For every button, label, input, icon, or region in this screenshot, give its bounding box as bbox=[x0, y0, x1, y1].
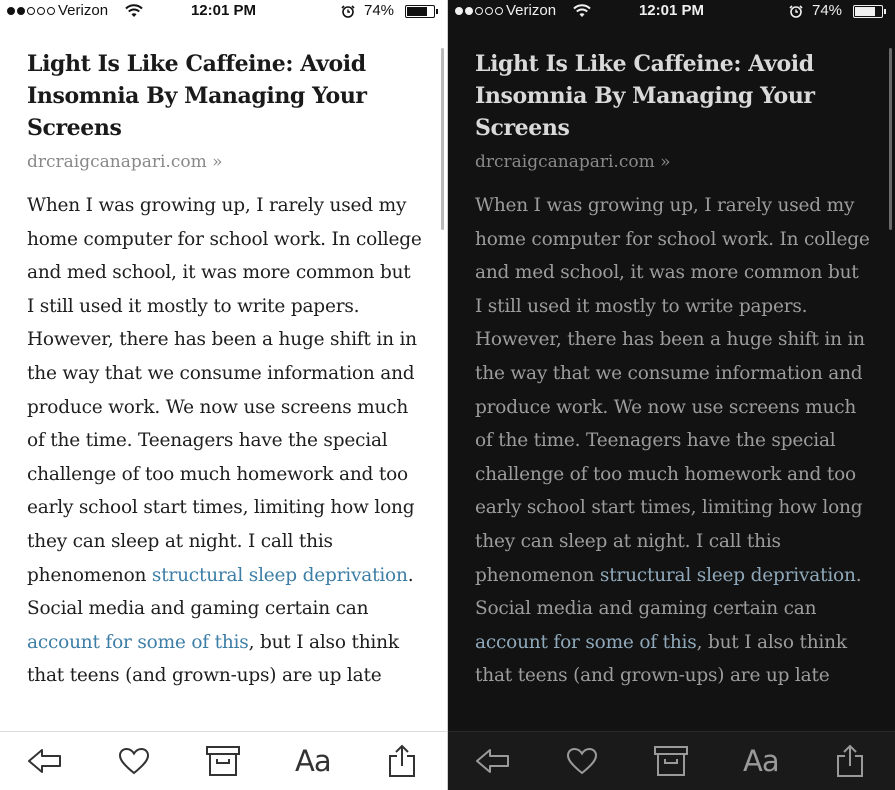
body-text-part: . Social media and gaming certain can bbox=[475, 564, 862, 620]
inline-link-structural-sleep[interactable]: structural sleep deprivation bbox=[151, 564, 408, 586]
archive-box-icon bbox=[205, 745, 241, 777]
status-bar bbox=[0, 0, 447, 22]
alarm-clock-icon bbox=[340, 5, 356, 22]
heart-icon bbox=[118, 747, 150, 775]
scrollbar[interactable] bbox=[889, 48, 892, 230]
article bbox=[27, 48, 422, 693]
article-source-link[interactable]: drcraigcanapari.com » bbox=[27, 152, 223, 172]
font-settings-button[interactable] bbox=[739, 739, 783, 783]
article-source-link[interactable]: drcraigcanapari.com » bbox=[475, 152, 671, 172]
archive-button[interactable] bbox=[649, 739, 693, 783]
body-text-part: , but I also think that teens (and grown-ups) are up late bbox=[475, 631, 847, 687]
inline-link-account[interactable]: account for some of this bbox=[27, 631, 249, 653]
font-settings-button[interactable] bbox=[291, 739, 335, 783]
font-settings-label: Aa bbox=[295, 744, 331, 778]
light-theme-screen bbox=[0, 0, 447, 790]
archive-box-icon bbox=[653, 745, 689, 777]
share-button[interactable] bbox=[828, 739, 872, 783]
bottom-toolbar bbox=[448, 731, 895, 790]
body-text-part: , but I also think that teens (and grown-ups) are up late bbox=[27, 631, 399, 687]
body-text-part: . Social media and gaming certain can bbox=[27, 564, 414, 620]
status-time: 12:01 PM bbox=[638, 2, 705, 19]
back-arrow-icon bbox=[27, 747, 63, 775]
alarm-clock-icon bbox=[788, 5, 804, 22]
share-icon bbox=[835, 744, 865, 778]
archive-button[interactable] bbox=[201, 739, 245, 783]
battery-percent: 74% bbox=[364, 2, 395, 19]
bottom-toolbar bbox=[0, 731, 447, 790]
body-text-part: When I was growing up, I rarely used my home computer for school work. In college and med school, it was more common but I still used it mostly to write papers. However, there has been a huge shift in in the way that we consume information and produce work. We now use screens much of the time. Teenagers have the special challenge of too much homework and too early school start times, limiting how long they can sleep at night. I call this phenomenon bbox=[27, 195, 422, 586]
article-body bbox=[27, 189, 422, 693]
article-title: Light Is Like Caffeine: Avoid Insomnia By Managing Your Screens bbox=[27, 51, 367, 141]
battery-icon bbox=[853, 5, 883, 18]
font-settings-label: Aa bbox=[743, 744, 779, 778]
inline-link-structural-sleep[interactable]: structural sleep deprivation bbox=[599, 564, 856, 586]
article bbox=[475, 48, 870, 693]
inline-link-account[interactable]: account for some of this bbox=[475, 631, 697, 653]
like-button[interactable] bbox=[112, 739, 156, 783]
like-button[interactable] bbox=[560, 739, 604, 783]
battery-percent: 74% bbox=[812, 2, 843, 19]
back-button[interactable] bbox=[23, 739, 67, 783]
share-button[interactable] bbox=[380, 739, 424, 783]
status-bar bbox=[448, 0, 895, 22]
back-button[interactable] bbox=[471, 739, 515, 783]
carrier-name: Verizon bbox=[58, 2, 109, 19]
battery-icon bbox=[405, 5, 435, 18]
status-time: 12:01 PM bbox=[190, 2, 257, 19]
carrier-name: Verizon bbox=[506, 2, 557, 19]
dark-theme-screen bbox=[448, 0, 895, 790]
body-text-part: When I was growing up, I rarely used my home computer for school work. In college and med school, it was more common but I still used it mostly to write papers. However, there has been a huge shift in in the way that we consume information and produce work. We now use screens much of the time. Teenagers have the special challenge of too much homework and too early school start times, limiting how long they can sleep at night. I call this phenomenon bbox=[475, 195, 870, 586]
scrollbar[interactable] bbox=[441, 48, 444, 230]
article-title: Light Is Like Caffeine: Avoid Insomnia By Managing Your Screens bbox=[475, 51, 815, 141]
article-body bbox=[475, 189, 870, 693]
back-arrow-icon bbox=[475, 747, 511, 775]
heart-icon bbox=[566, 747, 598, 775]
share-icon bbox=[387, 744, 417, 778]
